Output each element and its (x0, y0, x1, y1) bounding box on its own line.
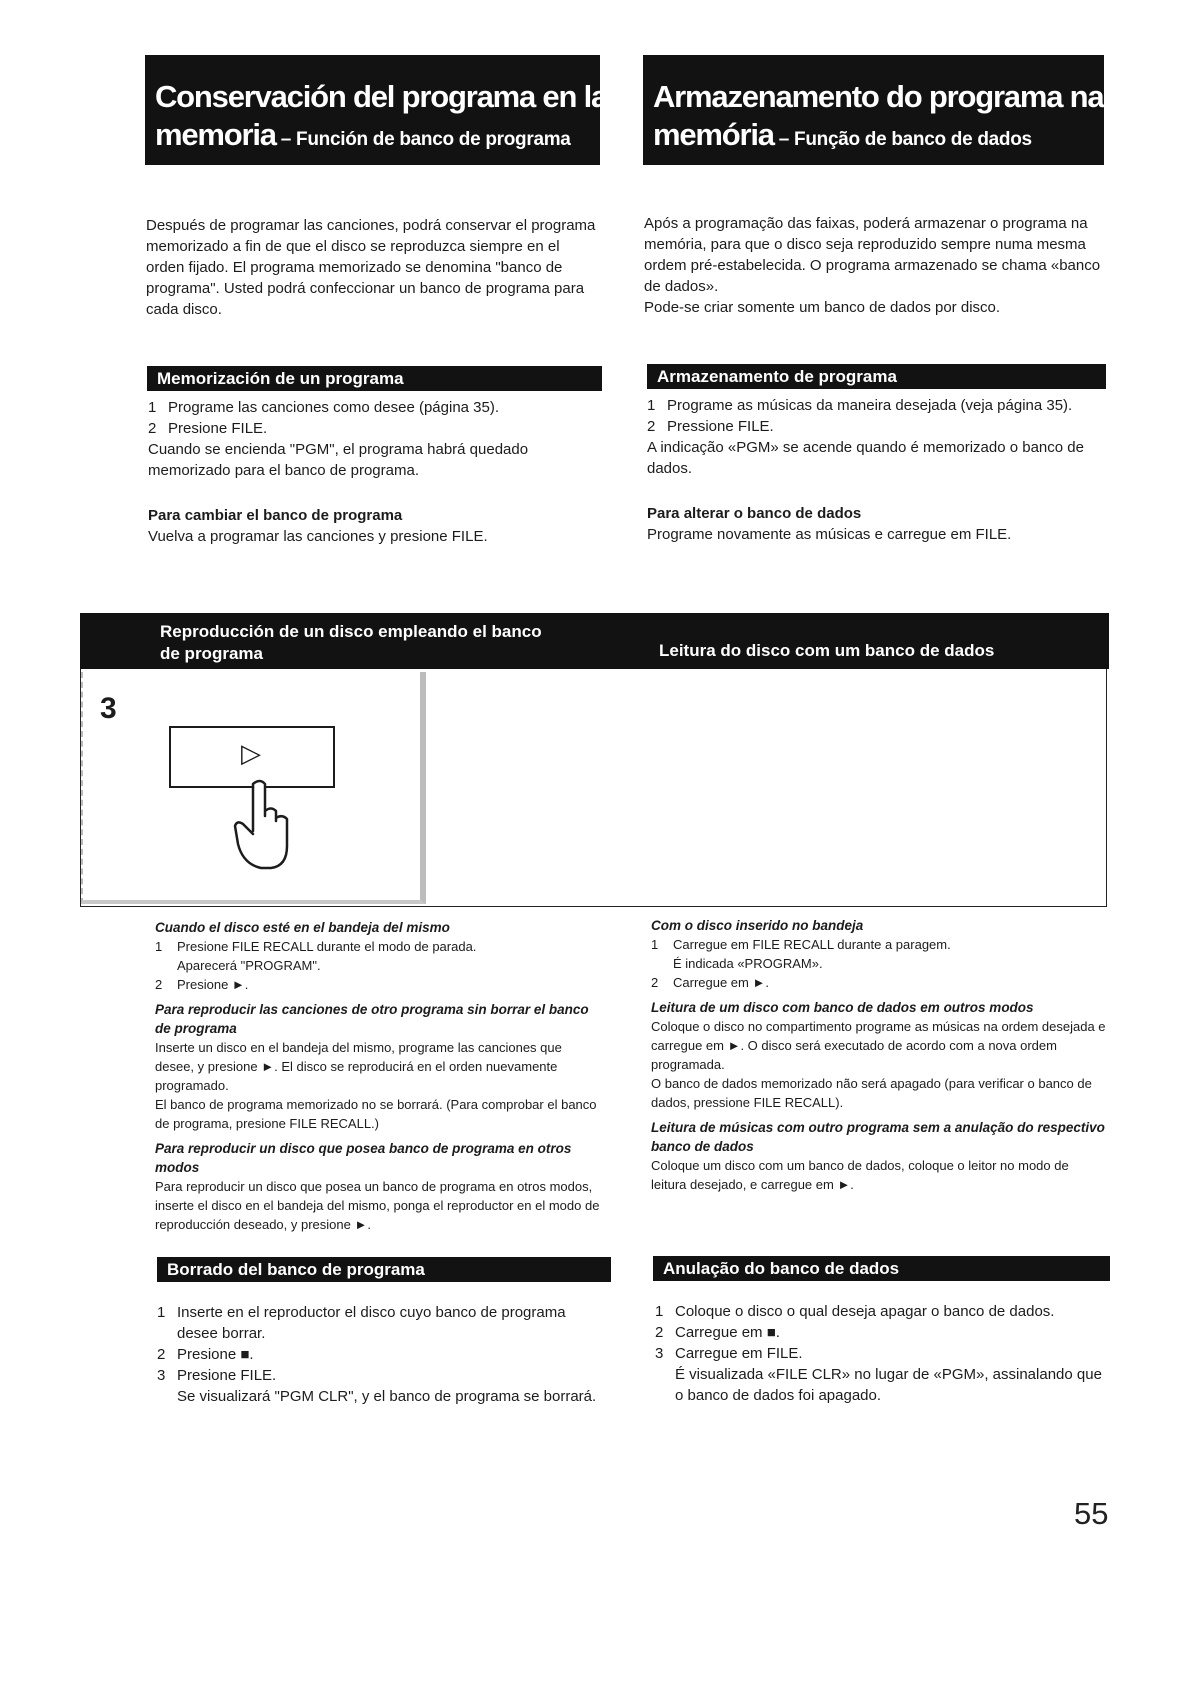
intro-pt: Após a programação das faixas, poderá armazenar o programa na memória, para que o disco seja reproduzido sempre numa mesma ordem pré-estabelecida. O programa armazenado se chama «banco de dados». (644, 215, 1101, 295)
figure-step-number: 3 (100, 692, 117, 725)
step-text: Presione ►. (177, 977, 249, 992)
erase-pt-body (655, 1301, 1110, 1406)
step-number: 2 (655, 1324, 664, 1341)
step-number: 3 (655, 1345, 664, 1362)
playback-heading-pt: Leitura do disco com um banco de dados (659, 641, 995, 660)
playback-pt-sub1: Com o disco inserido no bandeja (651, 918, 864, 933)
list-item (651, 973, 1106, 992)
playback-es-sub3: Para reproducir un disco que posea banco de programa en otros modos (155, 1141, 572, 1175)
step-text: Carregue em FILE RECALL durante a paragem. (673, 937, 951, 952)
list-item (651, 935, 1106, 973)
list-item (655, 1343, 1110, 1364)
title-box-pt (643, 55, 1104, 165)
title-es-sub: – Función de banco de programa (275, 129, 571, 150)
section-heading-memo-es: Memorización de un programa (147, 366, 602, 391)
step-number: 2 (157, 1346, 166, 1363)
step-text: Presione FILE RECALL durante el modo de parada. (177, 939, 477, 954)
page-number: 55 (1074, 1496, 1109, 1531)
memo-pt-change-heading: Para alterar o banco de dados (647, 505, 862, 522)
section-heading-memo-pt: Armazenamento de programa (647, 364, 1106, 389)
step-text: Presione ■. (177, 1346, 254, 1363)
intro-es: Después de programar las canciones, podrá conservar el programa memorizado a fin de que el disco se reproduzca siempre en el orden fijado. El programa memorizado se denomina "banco de programa". Usted podrá confeccionar un banco de programa para cada disco. (146, 217, 596, 318)
memo-es-body (148, 397, 598, 547)
title-es-line1: Conservación del programa en la (155, 79, 608, 114)
list-item (647, 395, 1109, 416)
memo-pt-note: A indicação «PGM» se acende quando é memorizado o banco de dados. (647, 439, 1084, 477)
erase-pt-note-row (655, 1364, 1110, 1406)
play-button-symbol: ▷ (241, 738, 261, 768)
memo-es-change-heading: Para cambiar el banco de programa (148, 507, 403, 524)
playback-es-text2a: Inserte un disco en el bandeja del mismo, programe las canciones que desee, y presione ►. El disco se reproducirá en el orden nuevamente programado. (155, 1040, 562, 1093)
step-extra: Aparecerá "PROGRAM". (177, 958, 321, 973)
memo-pt-change-text: Programe novamente as músicas e carregue em FILE. (647, 526, 1012, 543)
step-number: 1 (157, 1304, 166, 1321)
erase-es-body (157, 1302, 602, 1407)
list-item (155, 937, 603, 975)
playback-pt-sub3: Leitura de músicas com outro programa sem a anulação do respectivo banco de dados (651, 1120, 1105, 1154)
step-text: Carregue em ■. (675, 1324, 780, 1341)
list-item (655, 1322, 1110, 1343)
title-pt-sub: – Função de banco de dados (773, 129, 1032, 150)
step-number: 1 (647, 397, 656, 414)
step-number: 2 (651, 975, 659, 990)
step-text: Coloque o disco o qual deseja apagar o banco de dados. (675, 1303, 1055, 1320)
step-text: Carregue em ►. (673, 975, 769, 990)
section-heading-erase-pt: Anulação do banco de dados (653, 1256, 1110, 1281)
playback-band (80, 613, 1109, 669)
memo-es-change-text: Vuelva a programar las canciones y presione FILE. (148, 528, 488, 545)
title-pt-line1: Armazenamento do programa na (653, 79, 1104, 114)
step-number: 1 (148, 399, 157, 416)
step-text: Pressione FILE. (667, 418, 774, 435)
step-text: Programe las canciones como desee (página 35). (168, 399, 500, 416)
playback-heading-es (160, 621, 542, 665)
playback-heading-es-line2: de programa (160, 644, 263, 663)
step-number: 2 (155, 977, 163, 992)
playback-heading-es-line1: Reproducción de un disco empleando el banco (160, 622, 542, 641)
playback-pt-text3: Coloque um disco com um banco de dados, coloque o leitor no modo de leitura desejado, e carregue em ►. (651, 1158, 1069, 1192)
list-item (647, 416, 1109, 437)
title-es-line2: memoria (155, 117, 276, 152)
list-item (157, 1344, 602, 1365)
figure-panel (81, 672, 426, 904)
playback-es-sub1: Cuando el disco esté en el bandeja del mismo (155, 920, 450, 935)
section-heading-erase-es: Borrado del banco de programa (157, 1257, 611, 1282)
step-text: Inserte en el reproductor el disco cuyo banco de programa desee borrar. (177, 1304, 566, 1342)
step-number: 3 (157, 1367, 166, 1384)
list-item (655, 1301, 1110, 1322)
playback-es-body (155, 918, 603, 1234)
step-extra: É indicada «PROGRAM». (673, 956, 823, 971)
list-item (157, 1302, 602, 1344)
memo-es-note: Cuando se encienda "PGM", el programa habrá quedado memorizado para el banco de programa. (148, 441, 529, 479)
step-number: 2 (148, 420, 157, 437)
playback-pt-body (651, 916, 1106, 1194)
title-box-es (145, 55, 608, 165)
list-item (157, 1365, 602, 1386)
step-number: 1 (651, 937, 659, 952)
intro-pt-2: Pode-se criar somente um banco de dados por disco. (644, 299, 1001, 316)
step-text: Presione FILE. (177, 1367, 277, 1384)
pressing-hand-icon (233, 776, 303, 876)
playback-pt-text2a: Coloque o disco no compartimento programe as músicas na ordem desejada e carregue em ►. O disco será executado de acordo com a nova ordem programada. (651, 1019, 1106, 1072)
erase-es-note: Se visualizará "PGM CLR", y el banco de programa se borrará. (177, 1388, 597, 1405)
playback-es-text2b: El banco de programa memorizado no se borrará. (Para comprobar el banco de programa, presione FILE RECALL.) (155, 1097, 597, 1131)
list-item (148, 418, 598, 439)
memo-pt-body (647, 395, 1109, 545)
title-pt-line2: memória (653, 117, 774, 152)
step-text: Presione FILE. (168, 420, 268, 437)
erase-es-note-row (157, 1386, 602, 1407)
step-number: 1 (655, 1303, 664, 1320)
list-item (148, 397, 598, 418)
playback-es-sub2: Para reproducir las canciones de otro programa sin borrar el banco de programa (155, 1002, 589, 1036)
step-number: 2 (647, 418, 656, 435)
step-text: Programe as músicas da maneira desejada (veja página 35). (667, 397, 1073, 414)
step-number: 1 (155, 939, 163, 954)
playback-pt-sub2: Leitura de um disco com banco de dados em outros modos (651, 1000, 1034, 1015)
list-item (155, 975, 603, 994)
playback-pt-text2b: O banco de dados memorizado não será apagado (para verificar o banco de dados, pressione FILE RECALL). (651, 1076, 1092, 1110)
erase-pt-note: É visualizada «FILE CLR» no lugar de «PGM», assinalando que o banco de dados foi apagado. (675, 1366, 1102, 1404)
step-text: Carregue em FILE. (675, 1345, 803, 1362)
playback-es-text3: Para reproducir un disco que posea un banco de programa en otros modos, inserte el disco en el bandeja del mismo, ponga el reproductor en el modo de reproducción deseado, y presione ►. (155, 1179, 600, 1232)
intro-pt-block (644, 213, 1104, 318)
